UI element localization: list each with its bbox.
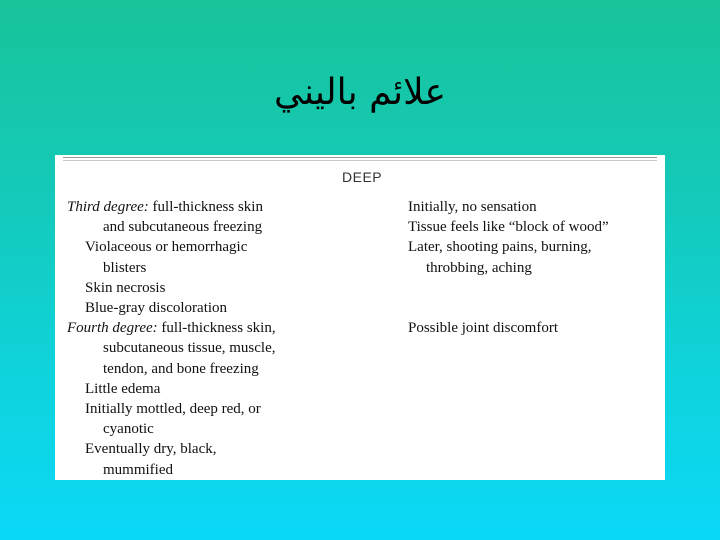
third-degree-continuation: and subcutaneous freezing bbox=[103, 219, 263, 236]
list-item: Little edema bbox=[85, 380, 161, 397]
list-item-continuation: blisters bbox=[103, 259, 147, 276]
third-degree-label: Third degree: bbox=[67, 199, 149, 215]
list-item: Eventually dry, black, bbox=[85, 441, 217, 458]
third-degree-text: full-thickness skin bbox=[148, 199, 263, 215]
slide-title: علائم باليني bbox=[273, 72, 447, 113]
fourth-degree-heading bbox=[67, 318, 367, 338]
symptom-item: Initially, no sensation bbox=[408, 199, 537, 215]
section-heading-deep: DEEP bbox=[342, 169, 383, 185]
spacer bbox=[408, 278, 663, 318]
symptom-item: Tissue feels like “block of wood” bbox=[408, 219, 609, 236]
list-item-continuation: cyanotic bbox=[103, 421, 154, 438]
top-rule bbox=[63, 157, 657, 158]
list-item: Skin necrosis bbox=[85, 279, 166, 296]
fourth-degree-continuation: tendon, and bone freezing bbox=[103, 360, 259, 377]
symptom-continuation: throbbing, aching bbox=[426, 259, 532, 276]
top-rule-secondary bbox=[63, 160, 657, 161]
fourth-degree-label: Fourth degree: bbox=[67, 320, 158, 337]
symptom-item: Possible joint discomfort bbox=[408, 320, 558, 337]
list-item-continuation: mummified bbox=[103, 461, 173, 478]
fourth-degree-text: full-thickness skin, bbox=[157, 320, 276, 337]
list-item: Blue-gray discoloration bbox=[85, 300, 228, 317]
symptom-item: Later, shooting pains, burning, bbox=[408, 239, 592, 256]
fourth-degree-continuation: subcutaneous tissue, muscle, bbox=[103, 340, 276, 357]
document-excerpt bbox=[55, 155, 665, 480]
symptoms-column bbox=[408, 197, 663, 338]
degree-column bbox=[67, 197, 367, 480]
list-item: Initially mottled, deep red, or bbox=[85, 401, 261, 418]
list-item: Violaceous or hemorrhagic bbox=[85, 239, 248, 256]
third-degree-heading bbox=[67, 197, 367, 217]
